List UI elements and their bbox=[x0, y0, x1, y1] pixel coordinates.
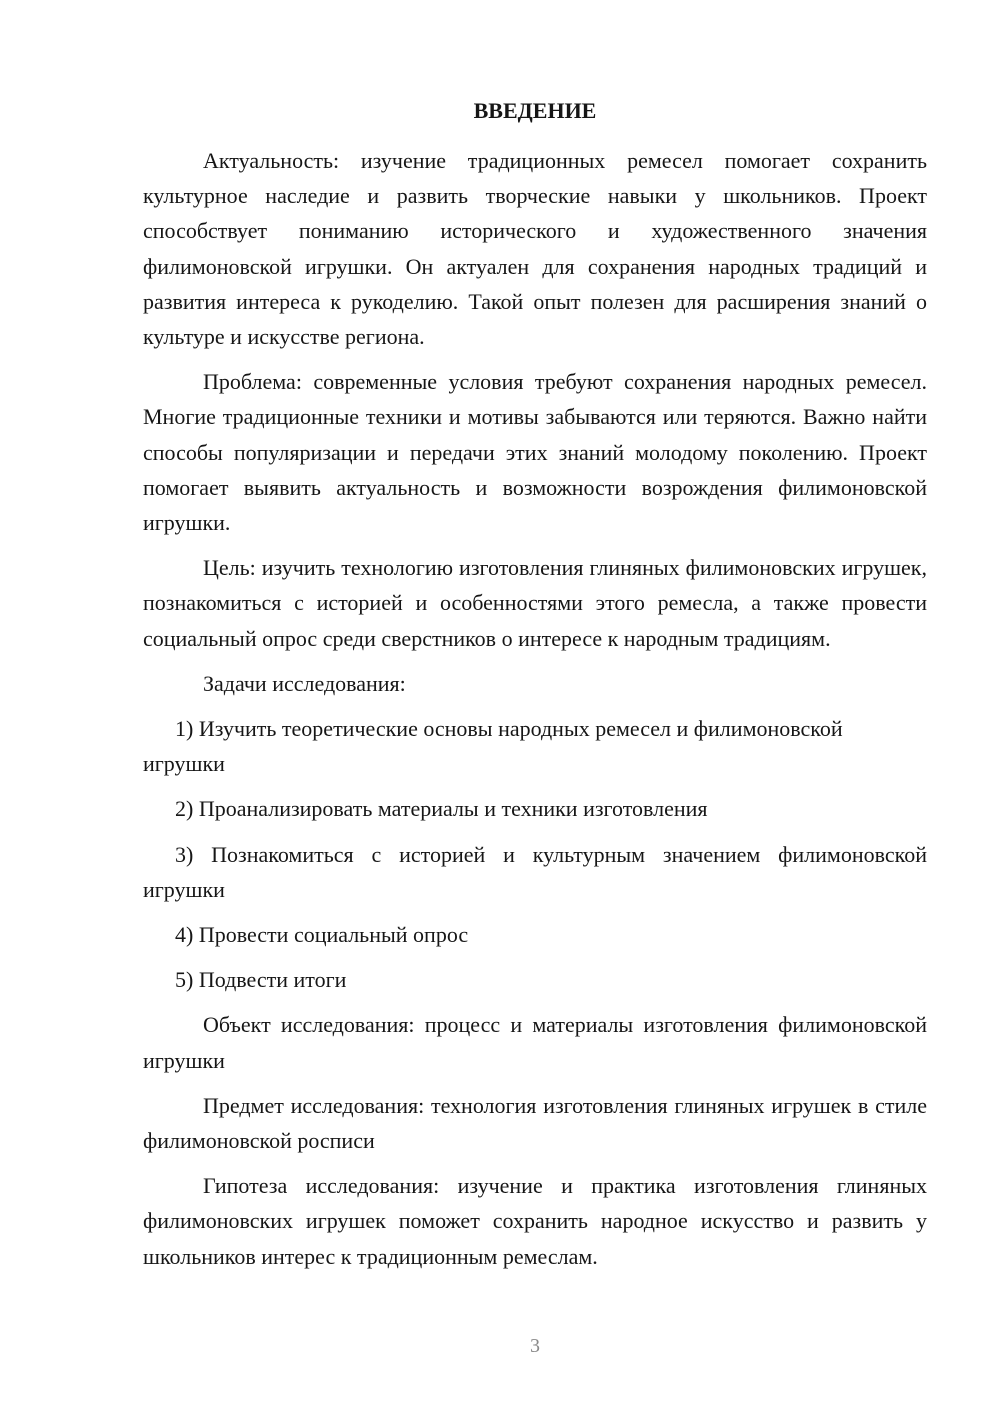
section-heading: ВВЕДЕНИЕ bbox=[473, 98, 597, 123]
task-item-2: 2) Проанализировать материалы и техники изготовления bbox=[175, 796, 708, 822]
subject-paragraph: Предмет исследования: технология изготовления глиняных игрушек в стиле филимоновской росписи bbox=[143, 1092, 927, 1154]
hypothesis-paragraph: Гипотеза исследования: изучение и практика изготовления глиняных филимоновских игрушек поможет сохранить народное искусство и развить у школьников интерес к традиционным ремеслам. bbox=[143, 1173, 927, 1269]
task-item-4: 4) Провести социальный опрос bbox=[175, 922, 469, 948]
goal-paragraph: Цель: изучить технологию изготовления глиняных филимоновских игрушек, познакомиться с историей и особенностями этого ремесла, а также провести социальный опрос среди сверстников о интересе к народным традициям. bbox=[143, 555, 927, 651]
task-item-1: 1) Изучить теоретические основы народных ремесел и филимоновской игрушки bbox=[143, 716, 843, 777]
tasks-heading: Задачи исследования: bbox=[203, 670, 406, 696]
task-item-5: 5) Подвести итоги bbox=[175, 967, 347, 993]
object-paragraph: Объект исследования: процесс и материалы изготовления филимоновской игрушки bbox=[143, 1012, 927, 1073]
task-item-3: 3) Познакомиться с историей и культурным значением филимоновской игрушки bbox=[143, 841, 927, 902]
page-number: 3 bbox=[530, 1335, 540, 1357]
page-body bbox=[143, 143, 927, 1284]
relevance-paragraph: Актуальность: изучение традиционных ремесел помогает сохранить культурное наследие и развить творческие навыки у школьников. Проект способствует пониманию исторического и художественного значения филимоновской игрушки. Он актуален для сохранения народных традиций и развития интереса к рукоделию. Такой опыт полезен для расширения знаний о культуре и искусстве региона. bbox=[143, 148, 927, 350]
problem-paragraph: Проблема: современные условия требуют сохранения народных ремесел. Многие традиционные техники и мотивы забываются или теряются. Важно найти способы популяризации и передачи этих знаний молодому поколению. Проект помогает выявить актуальность и возможности возрождения филимоновской игрушки. bbox=[143, 369, 927, 536]
